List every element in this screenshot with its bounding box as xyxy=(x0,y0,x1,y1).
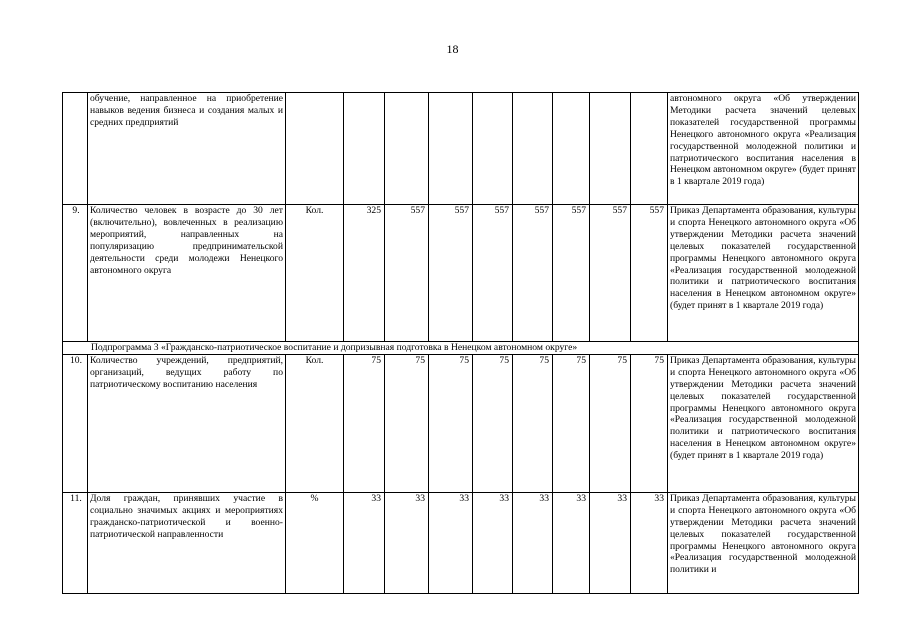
value-cell: 557 xyxy=(385,205,429,342)
value-cell: 75 xyxy=(513,354,553,492)
value-cell: 557 xyxy=(553,205,590,342)
value-cell xyxy=(553,93,590,205)
value-cell: 33 xyxy=(429,492,473,593)
value-cell: 75 xyxy=(473,354,513,492)
unit-cell: Кол. xyxy=(286,354,344,492)
value-cell xyxy=(429,93,473,205)
value-cell: 33 xyxy=(631,492,668,593)
value-cell: 33 xyxy=(513,492,553,593)
value-cell xyxy=(385,93,429,205)
value-cell: 557 xyxy=(590,205,631,342)
basis-document: Приказ Департамента образования, культуры и спорта Ненецкого автономного округа «Об утверждении Методики расчета значений целевых показателей государственной программы Ненецкого автономного округа «Реализация государственной молодежной политики и патриотического воспитания населения в Ненецком автономном округе» (будет принят в 1 квартале 2019 года) xyxy=(668,205,859,342)
value-cell: 325 xyxy=(344,205,385,342)
value-cell xyxy=(344,93,385,205)
value-cell: 75 xyxy=(631,354,668,492)
page-number: 18 xyxy=(446,42,459,56)
table-row xyxy=(63,492,859,593)
value-cell: 557 xyxy=(473,205,513,342)
value-cell: 75 xyxy=(344,354,385,492)
basis-document: автономного округа «Об утверждении Методики расчета значений целевых показателей государственной программы Ненецкого автономного округа «Реализация государственной молодежной политики и патриотического воспитания населения в Ненецком автономном округе» (будет принят в 1 квартале 2019 года) xyxy=(668,93,859,205)
indicator-name: Доля граждан, принявших участие в социально значимых акциях и мероприятиях гражданско-патриотической и военно-патриотической направленности xyxy=(88,492,286,593)
value-cell: 33 xyxy=(590,492,631,593)
table-row xyxy=(63,93,859,205)
value-cell: 33 xyxy=(553,492,590,593)
unit-cell: % xyxy=(286,492,344,593)
table-row xyxy=(63,354,859,492)
value-cell: 75 xyxy=(429,354,473,492)
value-cell: 75 xyxy=(590,354,631,492)
basis-document: Приказ Департамента образования, культуры и спорта Ненецкого автономного округа «Об утверждении Методики расчета значений целевых показателей государственной программы Ненецкого автономного округа «Реализация государственной молодежной политики и xyxy=(668,492,859,593)
subprogram-title: Подпрограмма 3 «Гражданско-патриотическое воспитание и допризывная подготовка в Ненецком автономном округе» xyxy=(63,342,859,355)
indicator-name: обучение, направленное на приобретение навыков ведения бизнеса и создания малых и средних предприятий xyxy=(88,93,286,205)
value-cell xyxy=(473,93,513,205)
value-cell: 75 xyxy=(385,354,429,492)
row-number: 11. xyxy=(63,492,88,593)
value-cell xyxy=(631,93,668,205)
value-cell xyxy=(590,93,631,205)
row-number xyxy=(63,93,88,205)
unit-cell: Кол. xyxy=(286,205,344,342)
value-cell: 557 xyxy=(429,205,473,342)
subprogram-header-row xyxy=(63,342,859,355)
table-row xyxy=(63,205,859,342)
unit-cell xyxy=(286,93,344,205)
row-number: 10. xyxy=(63,354,88,492)
value-cell: 557 xyxy=(513,205,553,342)
value-cell: 33 xyxy=(344,492,385,593)
value-cell: 75 xyxy=(553,354,590,492)
value-cell: 33 xyxy=(473,492,513,593)
value-cell: 557 xyxy=(631,205,668,342)
indicator-name: Количество человек в возрасте до 30 лет (включительно), вовлеченных в реализацию мероприятий, направленных на популяризацию предпринимательской деятельности среди молодежи Ненецкого автономного округа xyxy=(88,205,286,342)
indicator-name: Количество учреждений, предприятий, организаций, ведущих работу по патриотическому воспитанию населения xyxy=(88,354,286,492)
value-cell: 33 xyxy=(385,492,429,593)
basis-document: Приказ Департамента образования, культуры и спорта Ненецкого автономного округа «Об утверждении Методики расчета значений целевых показателей государственной программы Ненецкого автономного округа «Реализация государственной молодежной политики и патриотического воспитания населения в Ненецком автономном округе» (будет принят в 1 квартале 2019 года) xyxy=(668,354,859,492)
row-number: 9. xyxy=(63,205,88,342)
indicators-table xyxy=(62,92,859,594)
value-cell xyxy=(513,93,553,205)
